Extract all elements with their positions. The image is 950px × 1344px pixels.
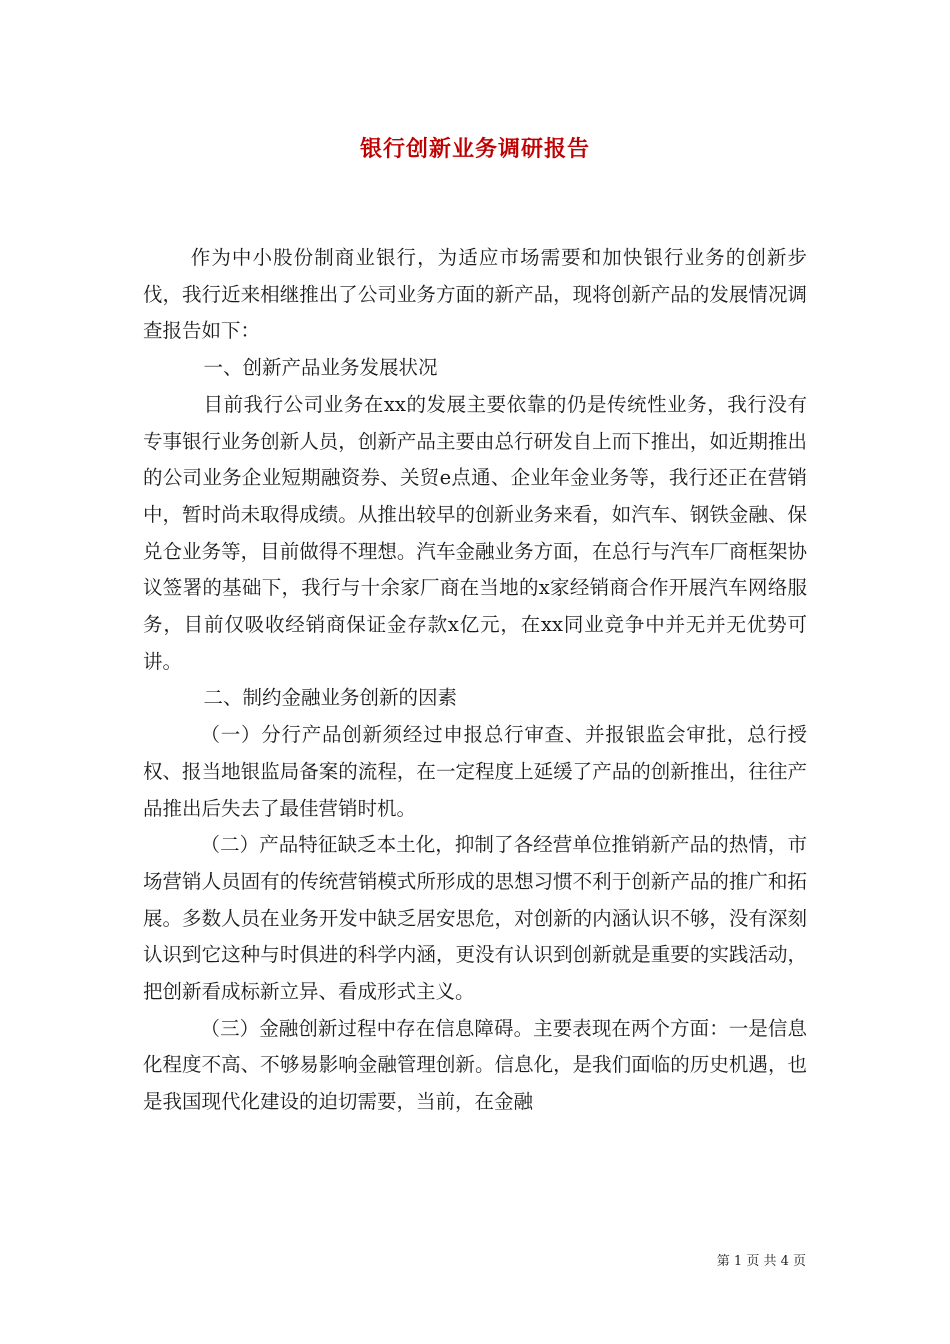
- page-title: 银行创新业务调研报告: [359, 136, 590, 162]
- section-2-item-2: （二）产品特征缺乏本土化，抑制了各经营单位推销新产品的热情，市场营销人员固有的传统营销模式所形成的思想习惯不利于创新产品的推广和拓展。多数人员在业务开发中缺乏居安思危，对创新的内涵认识不够，没有深刻认识到它这种与时俱进的科学内涵，更没有认识到创新就是重要的实践活动，把创新看成标新立异、看成形式主义。: [143, 833, 807, 1004]
- document-body: [143, 240, 807, 1121]
- page-number-footer: 第 1 页 共 4 页: [716, 1254, 806, 1269]
- section-heading-2: 二、制约金融业务创新的因素: [203, 686, 457, 710]
- intro-paragraph: 作为中小股份制商业银行，为适应市场需要和加快银行业务的创新步伐，我行近来相继推出了公司业务方面的新产品，现将创新产品的发展情况调查报告如下：: [143, 246, 807, 343]
- section-1-paragraph: 目前我行公司业务在xx的发展主要依靠的仍是传统性业务，我行没有专事银行业务创新人员，创新产品主要由总行研发自上而下推出，如近期推出的公司业务企业短期融资券、关贸e点通、企业年金业务等，我行还正在营销中，暂时尚未取得成绩。从推出较早的创新业务来看，如汽车、钢铁金融、保兑仓业务等，目前做得不理想。汽车金融业务方面，在总行与汽车厂商框架协议签署的基础下，我行与十余家厂商在当地的x家经销商合作开展汽车网络服务，目前仅吸收经销商保证金存款x亿元，在xx同业竞争中并无并无优势可讲。: [143, 392, 807, 673]
- section-heading-1: 一、创新产品业务发展状况: [203, 356, 438, 380]
- section-2-item-3: （三）金融创新过程中存在信息障碍。主要表现在两个方面：一是信息化程度不高、不够易影响金融管理创新。信息化，是我们面临的历史机遇，也是我国现代化建设的迫切需要，当前，在金融: [143, 1016, 807, 1114]
- section-2-item-1: （一）分行产品创新须经过申报总行审查、并报银监会审批，总行授权、报当地银监局备案的流程，在一定程度上延缓了产品的创新推出，往往产品推出后失去了最佳营销时机。: [143, 723, 807, 820]
